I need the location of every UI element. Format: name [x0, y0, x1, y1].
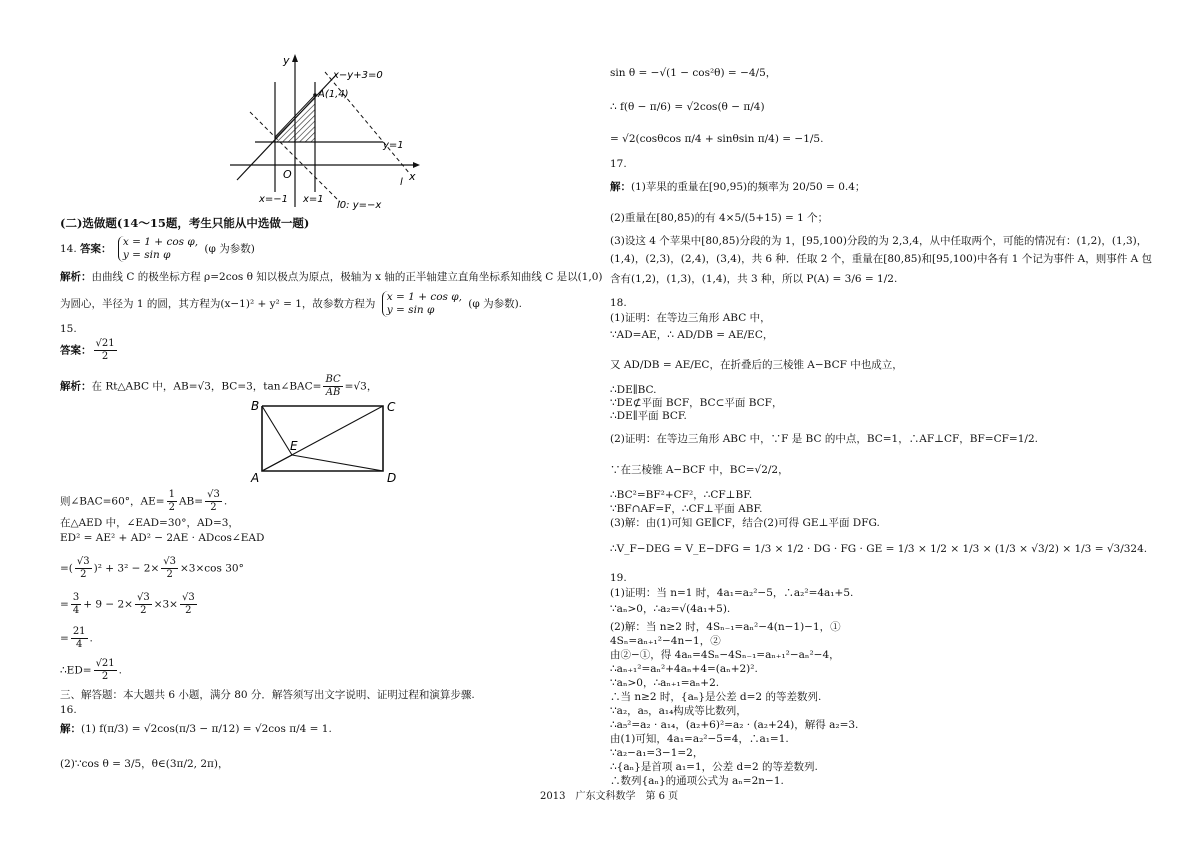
- q15-step-7: ∴ED= $\frac{√21}{2}$ .: [60, 658, 123, 682]
- q18-number: 18.: [610, 297, 627, 309]
- q19-step-10: ∴a₅²=a₂ · a₁₄，(a₂+6)²=a₂ · (a₂+24)，解得 a₂=3.: [610, 719, 859, 731]
- q18-step-12: ∴V_F−DEG = V_E−DFG = 1/3 × 1/2 · DG · FG · GE = 1/3 × 1/2 × 1/3 × (1/3 × √3/2) × 1/3 = √3/324.: [610, 543, 1148, 555]
- q19-step-9: ∵a₂，a₅，a₁₄构成等比数列，: [610, 705, 747, 717]
- q19-step-5: 由②−①，得 4aₙ=4Sₙ−4Sₙ₋₁=aₙ₊₁²−aₙ²−4，: [610, 649, 840, 661]
- r-line-3: = √2(cosθcos π/4 + sinθsin π/4) = −1/5.: [610, 133, 824, 145]
- q17-step-4: (1,4)，(2,3)，(2,4)，(3,4)，共 6 种．任取 2 个，重量在[80,85)和[95,100)中各有 1 个记为事件 A，则事件 A 包: [610, 253, 1152, 265]
- q17-step-5: 含有(1,2)，(1,3)，(1,4)，共 3 种，所以 P(A) = 3/6 = 1/2.: [610, 273, 898, 285]
- line-l-label: l: [400, 177, 403, 188]
- q16-step-1: 解：(1) f(π/3) = √2cos(π/3 − π/12) = √2cos π/4 = 1.: [60, 723, 332, 735]
- q18-step-11: (3)解：由(1)可知 GE∥CF，结合(2)可得 GE⊥平面 DFG.: [610, 517, 880, 529]
- q18-step-7: (2)证明：在等边三角形 ABC 中，∵F 是 BC 的中点，BC=1，∴AF⊥CF，BF=CF=1/2.: [610, 433, 1038, 445]
- x-axis-label: x: [409, 170, 416, 183]
- page-footer: 2013 广东文科数学 第 6 页: [540, 791, 679, 802]
- svg-text:A: A: [251, 471, 260, 485]
- q14-analysis-2: 为圆心，半径为 1 的圆，其方程为(x−1)² + y² = 1，故参数方程为 x = 1 + cos φ, y = sin φ (φ 为参数).: [60, 291, 523, 316]
- q17-step-1: 解：(1)苹果的重量在[90,95)的频率为 20/50 = 0.4；: [610, 181, 866, 193]
- q19-step-12: ∵a₂−a₁=3−1=2，: [610, 747, 704, 759]
- q17-step-2: (2)重量在[80,85)的有 4×5/(5+15) = 1 个；: [610, 212, 829, 224]
- q15-analysis: 解析：在 Rt△ABC 中，AB=√3，BC=3，tan∠BAC= $\frac{BC}{AB}$ =√3，: [60, 374, 378, 398]
- svg-text:D: D: [387, 471, 397, 485]
- q15-number: 15.: [60, 323, 77, 335]
- rectangle-figure: [250, 398, 410, 488]
- q19-step-13: ∴{aₙ}是首项 a₁=1，公差 d=2 的等差数列.: [610, 761, 818, 773]
- line-xm1-label: x=−1: [259, 194, 289, 205]
- line-a-label: x−y+3=0: [333, 70, 383, 81]
- q18-step-1: (1)证明：在等边三角形 ABC 中，: [610, 312, 771, 324]
- point-a-label: A(1,4): [318, 89, 349, 100]
- line-l0-label: l0: y=−x: [337, 200, 382, 211]
- q15-step-2: 在△AED 中，∠EAD=30°，AD=3，: [60, 517, 239, 529]
- q18-step-9: ∴BC²=BF²+CF²，∴CF⊥BF.: [610, 489, 753, 501]
- q18-step-6: ∴DE∥平面 BCF.: [610, 410, 687, 422]
- q15-step-4: =( $\frac{√3}{2}$ )² + 3² − 2× $\frac{√3}{2}$ ×3×cos 30°: [60, 556, 244, 580]
- q15-step-6: = $\frac{21}{4}$ .: [60, 626, 93, 650]
- q19-number: 19.: [610, 572, 627, 584]
- q14-analysis-1: 解析：由曲线 C 的极坐标方程 ρ=2cos θ 知以极点为原点，极轴为 x 轴的正半轴建立直角坐标系知曲线 C 是以(1,0): [60, 271, 603, 283]
- r-line-2: ∴ f(θ − π/6) = √2cos(θ − π/4): [610, 101, 765, 113]
- section-3-title: 三、解答题：本大题共 6 小题，满分 80 分．解答须写出文字说明、证明过程和演算步骤.: [60, 689, 475, 701]
- line-y1-label: y=1: [383, 140, 404, 151]
- q15-step-1: 则∠BAC=60°，AE= $\frac{1}{2}$ AB= $\frac{√3}{2}$ .: [60, 489, 228, 513]
- line-x1-label: x=1: [303, 194, 324, 205]
- coordinate-graph: [225, 52, 425, 212]
- q18-step-10: ∵BF∩AF=F，∴CF⊥平面 ABF.: [610, 503, 763, 515]
- q15-step-5: = $\frac{3}{4}$ + 9 − 2× $\frac{√3}{2}$ ×3× $\frac{√3}{2}$: [60, 592, 195, 616]
- q19-step-11: 由(1)可知，4a₁=a₂²−5=4，∴a₁=1.: [610, 733, 789, 745]
- q19-step-3: (2)解：当 n≥2 时，4Sₙ₋₁=aₙ²−4(n−1)−1，①: [610, 621, 841, 633]
- q19-step-4: 4Sₙ=aₙ₊₁²−4n−1，②: [610, 635, 721, 647]
- q19-step-8: ∴当 n≥2 时，{aₙ}是公差 d=2 的等差数列.: [610, 691, 822, 703]
- q17-step-3: (3)设这 4 个苹果中[80,85)分段的为 1，[95,100)分段的为 2,3,4，从中任取两个，可能的情况有：(1,2)，(1,3)，: [610, 235, 1148, 247]
- svg-text:E: E: [290, 439, 298, 453]
- origin-label: O: [283, 168, 292, 181]
- q14-answer: 14. 答案： x = 1 + cos φ, y = sin φ (φ 为参数): [60, 236, 255, 261]
- q18-step-8: ∵在三棱锥 A−BCF 中，BC=√2/2，: [610, 464, 789, 476]
- svg-text:B: B: [251, 399, 260, 413]
- q19-step-14: ∴数列{aₙ}的通项公式为 aₙ=2n−1.: [610, 775, 784, 787]
- q17-number: 17.: [610, 158, 627, 170]
- q16-step-2: (2)∵cos θ = 3/5，θ∈(3π/2, 2π)，: [60, 758, 229, 770]
- line-l: [325, 72, 410, 174]
- q16-number: 16.: [60, 704, 77, 716]
- q18-step-3: 又 AD/DB = AE/EC，在折叠后的三棱锥 A−BCF 中也成立，: [610, 359, 903, 371]
- y-axis-label: y: [283, 54, 290, 67]
- q19-step-7: ∵aₙ>0，∴aₙ₊₁=aₙ+2.: [610, 677, 720, 689]
- svg-text:C: C: [387, 400, 396, 414]
- r-line-1: sin θ = −√(1 − cos²θ) = −4/5，: [610, 67, 777, 79]
- q19-step-2: ∵aₙ>0，∴a₂=√(4a₁+5).: [610, 603, 731, 615]
- q19-step-6: ∴aₙ₊₁²=aₙ²+4aₙ+4=(aₙ+2)².: [610, 663, 758, 675]
- q15-answer: 答案： $\frac{√21}{2}$: [60, 338, 115, 362]
- q18-step-5: ∵DE⊄平面 BCF，BC⊂平面 BCF，: [610, 397, 783, 409]
- q15-step-3: ED² = AE² + AD² − 2AE · ADcos∠EAD: [60, 532, 265, 544]
- q19-step-1: (1)证明：当 n=1 时，4a₁=a₂²−5，∴a₂²=4a₁+5.: [610, 587, 854, 599]
- q18-step-2: ∵AD=AE，∴ AD/DB = AE/EC，: [610, 329, 774, 341]
- q18-step-4: ∴DE∥BC.: [610, 384, 657, 396]
- section-title: (二)选做题(14～15题，考生只能从中选做一题): [60, 216, 310, 230]
